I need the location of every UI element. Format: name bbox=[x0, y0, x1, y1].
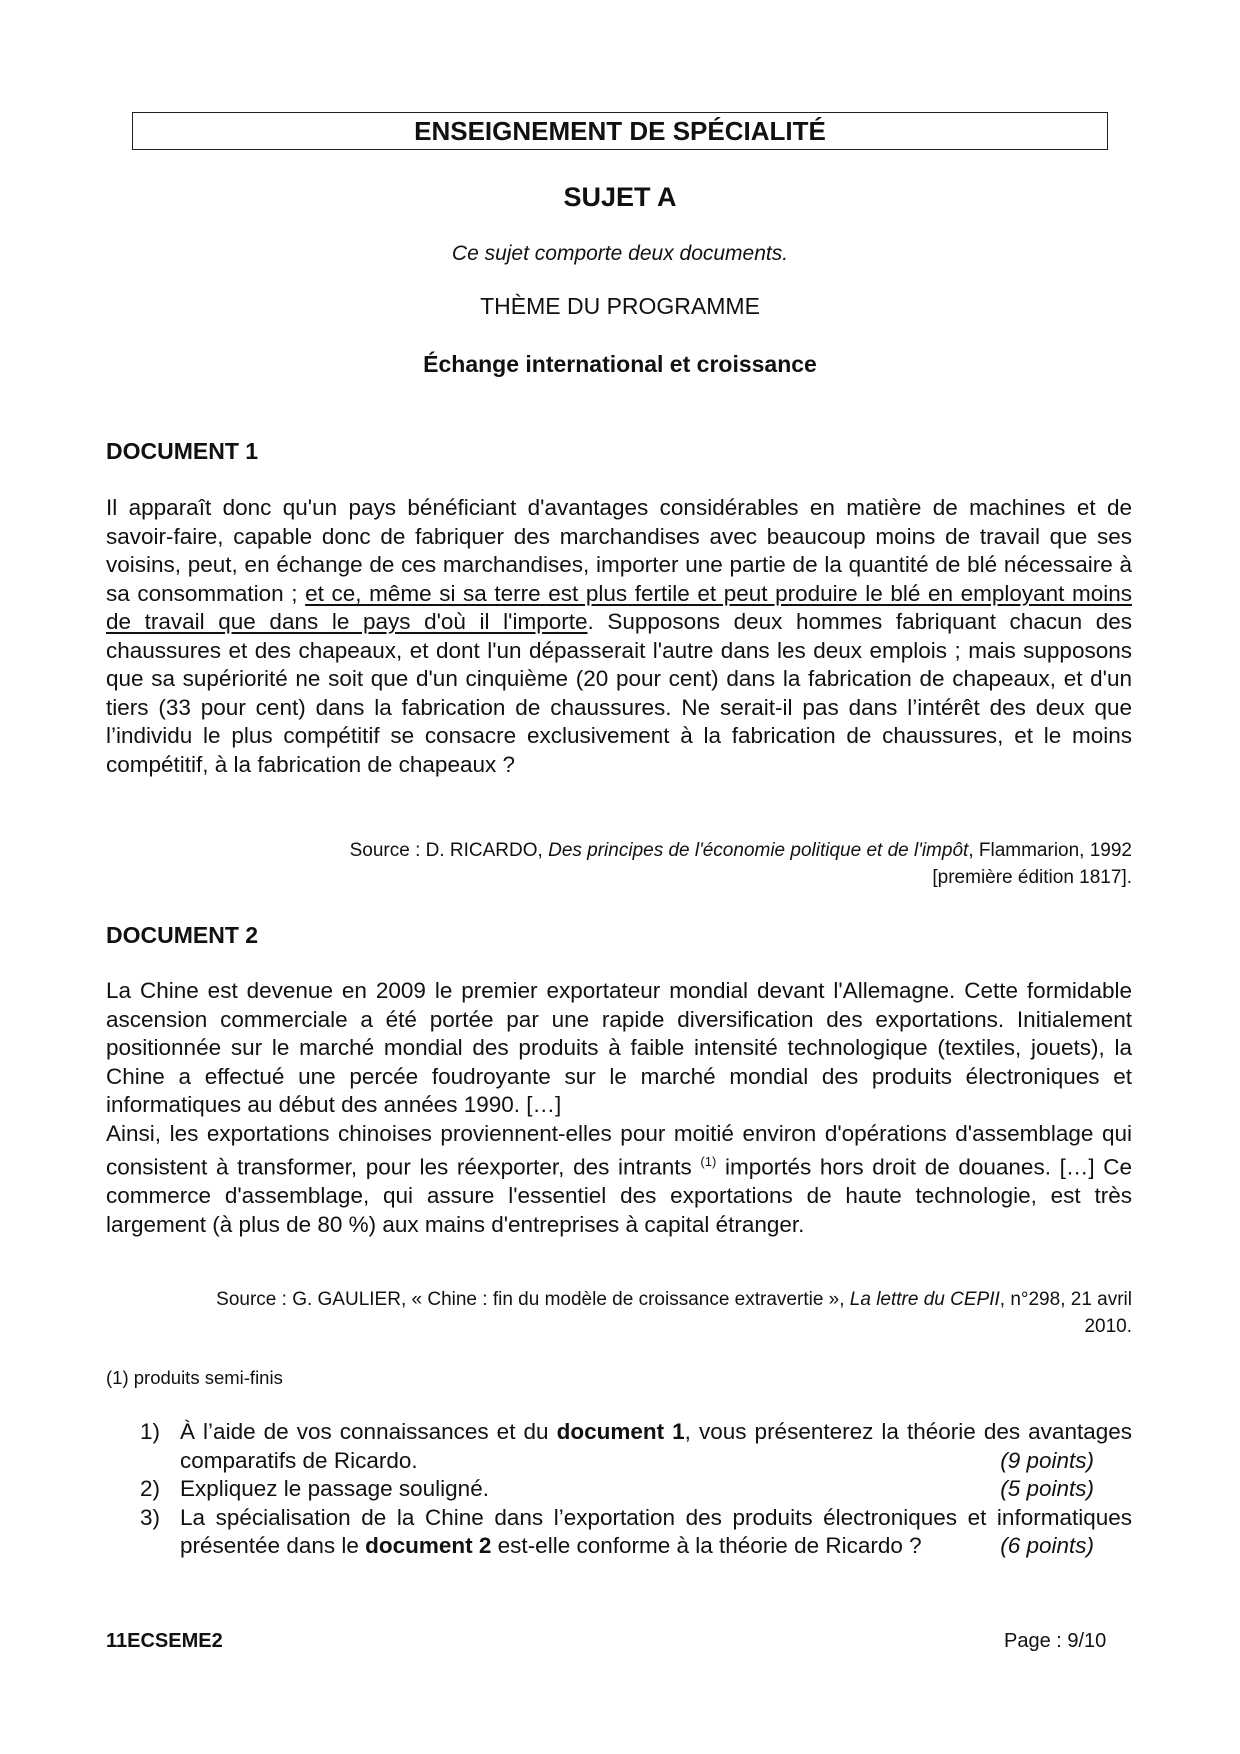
question-3 bbox=[140, 1504, 1132, 1561]
text: 2010. bbox=[1084, 1316, 1132, 1337]
book-title: Des principes de l'économie politique et de l'impôt bbox=[548, 840, 969, 861]
text: Source : G. GAULIER, « Chine : fin du modèle de croissance extravertie », bbox=[216, 1289, 850, 1310]
text: . Supposons deux hommes fabriquant chacun des chaussures et des chapeaux, et dont l'un dépasserait l'autre dans les deux emplois ; mais supposons que sa supériorité ne soit que d'un cinquième (20 pour cent) dans la fabrication de chapeaux, et d'un tiers (33 pour cent) dans la fabrication de chaussures. Ne serait-il pas dans l’intérêt des deux que l’individu le plus compétitif se consacre exclusivement à la fabrication de chaussures, et le moins compétitif, à la fabrication de chapeaux ? bbox=[106, 609, 1133, 777]
question-number: 3) bbox=[140, 1504, 161, 1530]
document-1-source bbox=[106, 837, 1132, 891]
points: (9 points) bbox=[1000, 1447, 1094, 1473]
footnote-ref: (1) bbox=[700, 1154, 717, 1169]
text: La spécialisation de la Chine dans l’exportation des produits électroniques et informatiques présentée dans le bbox=[180, 1504, 1132, 1558]
question-number: 1) bbox=[140, 1419, 161, 1444]
question-1 bbox=[140, 1418, 1132, 1475]
text: À l’aide de vos connaissances et du bbox=[180, 1419, 557, 1444]
document-2-source bbox=[106, 1286, 1132, 1340]
text: Il apparaît donc qu'un pays bénéficiant d'avantages considérables en matière de machines et de savoir-faire, capable donc de fabriquer des marchandises avec beaucoup moins de travail que ses voisins, peut, en échange de ces marchandises, importer une partie de la quantité de blé nécessaire à sa consommation ; bbox=[106, 495, 1132, 606]
text: Expliquez le passage souligné. bbox=[180, 1476, 489, 1501]
document-2-text bbox=[106, 977, 1132, 1239]
document-2-heading: DOCUMENT 2 bbox=[106, 922, 259, 948]
text: , Flammarion, 1992 bbox=[968, 840, 1132, 861]
footnote: (1) produits semi-finis bbox=[106, 1367, 283, 1388]
footer-code: 11ECSEME2 bbox=[106, 1630, 223, 1652]
theme-title: Échange international et croissance bbox=[423, 351, 817, 377]
theme-label: THÈME DU PROGRAMME bbox=[480, 293, 760, 319]
questions-list bbox=[140, 1418, 1132, 1561]
journal-title: La lettre du CEPII bbox=[849, 1289, 1000, 1310]
text: document 1 bbox=[556, 1419, 685, 1444]
question-2 bbox=[140, 1475, 1132, 1504]
text: importés hors droit de douanes. […] Ce commerce d'assemblage, qui assure l'essentiel des exportations de haute technologie, est très largement (à plus de 80 %) aux mains d'entreprises à capital étranger. bbox=[106, 1154, 1133, 1237]
text: est-elle conforme à la théorie de Ricardo ? bbox=[491, 1533, 922, 1558]
banner-title: ENSEIGNEMENT DE SPÉCIALITÉ bbox=[132, 112, 1108, 150]
document-1-text bbox=[106, 494, 1132, 779]
points: (6 points) bbox=[1000, 1533, 1094, 1558]
points: (5 points) bbox=[1000, 1476, 1094, 1501]
text: [première édition 1817]. bbox=[932, 867, 1132, 888]
text: Ainsi, les exportations chinoises proviennent-elles pour moitié environ d'opérations d'assemblage qui consistent à transformer, pour les réexporter, des intrants bbox=[106, 1120, 1132, 1180]
text: La Chine est devenue en 2009 le premier exportateur mondial devant l'Allemagne. Cette formidable ascension commerciale a été portée par une rapide diversification des exportations. Initialement positionnée sur le marché mondial des produits à faible intensité technologique (textiles, jouets), la Chine a effectué une percée foudroyante sur le marché mondial des produits électroniques et informatiques au début des années 1990. […] bbox=[106, 978, 1132, 1117]
underlined-passage: et ce, même si sa terre est plus fertile et peut produire le blé en employant moins de travail que dans le pays d'où il l'importe bbox=[106, 580, 1132, 634]
text: Source : D. RICARDO, bbox=[349, 840, 549, 861]
question-number: 2) bbox=[140, 1476, 161, 1501]
text: document 2 bbox=[365, 1533, 492, 1558]
subject-title: SUJET A bbox=[563, 182, 677, 212]
text: , n°298, 21 avril bbox=[999, 1289, 1132, 1310]
document-1-heading: DOCUMENT 1 bbox=[106, 438, 259, 464]
text: , vous présenterez la théorie des avantages comparatifs de Ricardo. bbox=[180, 1419, 1132, 1473]
subject-note: Ce sujet comporte deux documents. bbox=[451, 242, 789, 265]
page-number: Page : 9/10 bbox=[1004, 1630, 1107, 1652]
